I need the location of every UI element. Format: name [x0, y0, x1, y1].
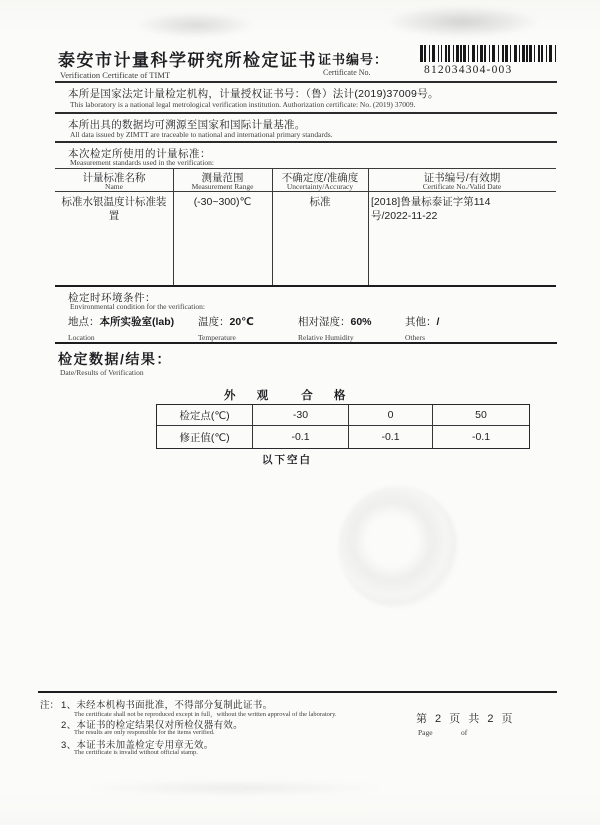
results-cell: -0.1 [253, 426, 349, 448]
results-section-title-en: Date/Results of Verification [60, 368, 144, 377]
standards-cell-range: (-30~300)℃ [193, 196, 252, 208]
standards-cell-uncertainty: 标准 [309, 196, 331, 208]
scan-smudge [385, 6, 540, 38]
results-cell: -0.1 [349, 426, 433, 448]
notes-label: 注： [40, 700, 60, 711]
env-label: 相对湿度： [298, 316, 351, 328]
footer-note-3: 3、本证书未加盖检定专用章无效。 [61, 740, 214, 751]
page-number: 第 2 页 共 2 页 [416, 713, 516, 725]
footer-note-2-en: The results are only responsible for the items verified. [74, 729, 215, 736]
results-row-label: 修正值(℃) [157, 426, 253, 448]
env-label-en: Others [405, 333, 425, 342]
env-label-en: Temperature [198, 333, 236, 342]
env-label-en: Relative Humidity [298, 333, 354, 342]
standards-header-range: 测量范围 [201, 172, 244, 184]
standards-header-uncertainty: 不确定度/准确度 [281, 172, 359, 184]
env-label: 其他： [405, 316, 437, 328]
results-table [156, 404, 530, 449]
env-value: 20℃ [229, 316, 254, 328]
ghost-stamp-impression [338, 486, 458, 608]
barcode [420, 45, 556, 62]
results-cell: -30 [253, 405, 349, 426]
page-number-en-page: Page [418, 728, 433, 737]
certificate-number-label: 证书编号： [318, 52, 389, 67]
certificate-number-value: 812034304-003 [424, 64, 513, 76]
results-section-title: 检定数据/结果： [58, 351, 172, 367]
env-value: 60% [350, 316, 372, 328]
environment-section-title-en: Environmental condition for the verification: [70, 302, 205, 311]
standards-header-certificate-en: Certificate No./Valid Date [422, 182, 502, 191]
divider [55, 342, 557, 344]
standards-header-range-en: Measurement Range [191, 182, 254, 191]
environment-section-title: 检定时环境条件： [68, 292, 156, 304]
footer-note-3-en: The certificate is invalid without official stamp. [74, 749, 198, 756]
standards-header-name: 计量标准名称 [82, 172, 146, 184]
env-field-location [68, 314, 174, 342]
standards-cell-name: 标准水银温度计标准装置 [61, 196, 167, 222]
statement-authorization: 本所是国家法定计量检定机构，计量授权证书号：（鲁）法计(2019)37009号。 [68, 88, 439, 100]
divider [55, 141, 557, 143]
divider [38, 691, 557, 693]
statement-authorization-en: This laboratory is a national legal metrological verification institution. Authorization certificate: No. (2019) 37009. [70, 100, 416, 109]
env-label: 温度： [198, 316, 230, 328]
standards-header-certificate: 证书编号/有效期 [423, 172, 501, 184]
page-number-en-of: of [461, 728, 468, 737]
results-cell: 50 [433, 405, 529, 426]
standards-cell-certificate: [2018]鲁量标泰证字第114号/2022-11-22 [371, 196, 491, 222]
appearance-result [224, 387, 354, 403]
table-border [55, 191, 556, 192]
certificate-title: 泰安市计量科学研究所检定证书 [58, 51, 317, 70]
divider [55, 81, 557, 83]
table-border [55, 285, 556, 287]
table-border [55, 168, 556, 169]
env-label: 地点： [68, 316, 100, 328]
standards-header-uncertainty-en: Uncertainty/Accuracy [286, 182, 354, 191]
divider [55, 112, 557, 114]
statement-traceability: 本所出具的数据均可溯源至国家和国际计量基准。 [68, 119, 306, 131]
env-field-humidity [298, 314, 372, 342]
standards-section-title: 本次检定所使用的计量标准： [68, 148, 211, 160]
standards-section-title-en: Measurement standards used in the verification: [70, 158, 214, 167]
env-value: / [436, 316, 440, 328]
env-value: 本所实验室(lab) [99, 316, 175, 328]
footer-note-1: 1、未经本机构书面批准，不得部分复制此证书。 [61, 700, 273, 711]
env-label-en: Location [68, 333, 95, 342]
results-row-label: 检定点(℃) [157, 405, 253, 426]
footer-note-2: 2、本证书的检定结果仅对所检仪器有效。 [61, 720, 243, 731]
env-field-others [405, 314, 439, 342]
statement-traceability-en: All data issued by ZIMTT are traceable to national and international primary standards. [70, 130, 333, 139]
results-cell: -0.1 [471, 431, 491, 443]
env-field-temperature [198, 314, 254, 342]
scan-smudge [90, 780, 380, 796]
results-cell: 0 [349, 405, 433, 426]
certificate-title-en: Verification Certificate of TIMT [60, 70, 171, 80]
footer-note-1-en: The certificate shall not be reproduced except in full，without the written approval of the laboratory. [74, 711, 337, 718]
standards-header-name-en: Name [105, 182, 123, 191]
blank-below-note: 以下空白 [262, 454, 312, 466]
certificate-number-label-en: Certificate No. [323, 68, 371, 77]
appearance-label: 外 观 [224, 390, 278, 402]
appearance-value: 合 格 [301, 390, 355, 402]
scan-smudge [135, 12, 255, 38]
